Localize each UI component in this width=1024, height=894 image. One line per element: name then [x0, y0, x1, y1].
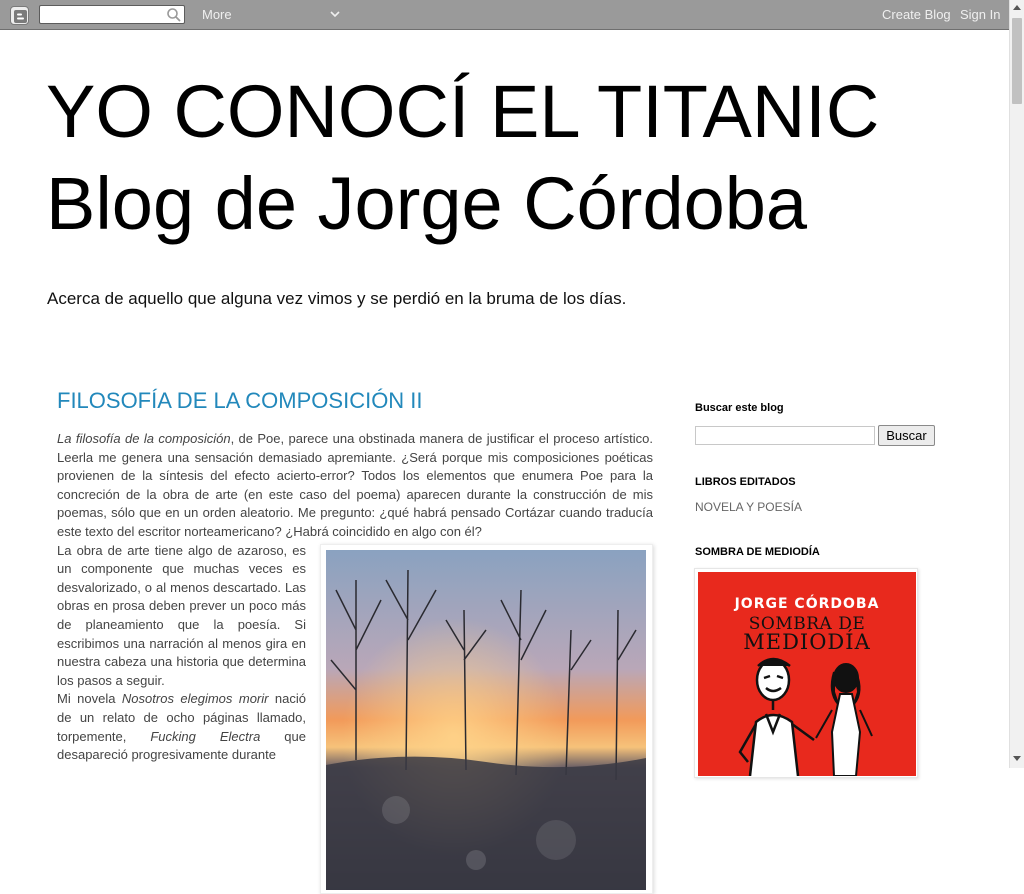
blog-title[interactable]: [46, 66, 986, 250]
scrollbar-thumb[interactable]: [1012, 18, 1022, 104]
blogger-icon[interactable]: [10, 6, 29, 25]
blog-title-line-2[interactable]: Blog de Jorge Córdoba: [46, 162, 808, 245]
blog-title-line-1[interactable]: YO CONOCÍ EL TITANIC: [46, 70, 880, 153]
search-widget-title: Buscar este blog: [695, 402, 784, 414]
create-blog-link[interactable]: Create Blog: [882, 7, 951, 22]
post-text: Mi novela: [57, 691, 122, 707]
post-photo-frame[interactable]: [320, 544, 653, 894]
post-text: , de Poe, parece una obstinada manera de justificar el proceso artístico. Leerla me genera una sensación demasiado apremiante. ¿Será porque mis composiciones poéticas provienen de la síntesis del efecto acierto-error? Todos los elementos que enumera Poe para la concreción de la obra de arte (en este caso del poema) aparecen durante la construcción de mis poemas, sólo que en un orden aleatorio. Me pregunto: ¿qué habrá pensado Cortázar cuando traducía este texto del escritor norteamericano? ¿Habrá coincidido en algo con él?: [57, 431, 653, 539]
scroll-up-arrow-icon[interactable]: [1013, 5, 1021, 10]
cover-title-line-2: MEDIODÍA: [743, 630, 871, 654]
blog-description: Acerca de aquello que alguna vez vimos y se perdió en la bruma de los días.: [47, 289, 627, 308]
book-cover-frame[interactable]: [694, 568, 918, 778]
search-icon[interactable]: [166, 7, 182, 23]
cover-title-line-1: SOMBRA DE: [748, 614, 866, 634]
sunset-photo[interactable]: [326, 550, 646, 890]
navbar-search-input[interactable]: [39, 5, 185, 24]
post-text: que desapareció progresivamente durante: [57, 728, 306, 763]
cover-illustration: [728, 652, 888, 776]
scroll-down-arrow-icon[interactable]: [1013, 756, 1021, 761]
book-cover[interactable]: [698, 572, 916, 776]
post-title[interactable]: FILOSOFÍA DE LA COMPOSICIÓN II: [57, 388, 423, 413]
post-italic-text: La filosofía de la composición: [57, 431, 231, 446]
post-text: nació de un relato de ocho páginas llamado, torpemente,: [57, 691, 306, 744]
post-paragraph: [57, 430, 653, 542]
search-button[interactable]: Buscar: [878, 425, 935, 446]
post-body: [57, 430, 653, 894]
libros-editados-title: LIBROS EDITADOS: [695, 476, 796, 488]
chevron-down-icon[interactable]: [329, 8, 341, 20]
sombra-de-mediodia-title: SOMBRA DE MEDIODÍA: [695, 546, 820, 558]
sign-in-link[interactable]: Sign In: [960, 7, 1001, 22]
post-italic-text: Nosotros elegimos morir: [121, 691, 269, 707]
cover-author: JORGE CÓRDOBA: [734, 596, 880, 612]
more-menu[interactable]: More: [202, 7, 232, 22]
novela-y-poesia-link[interactable]: NOVELA Y POESÍA: [695, 500, 802, 514]
page-scrollbar[interactable]: [1009, 0, 1024, 768]
blogger-navbar: [0, 0, 1009, 30]
post-italic-text: Fucking Electra: [150, 728, 261, 744]
blog-search-input[interactable]: [695, 426, 875, 445]
post-paragraph: La obra de arte tiene algo de azaroso, es un componente que muchas veces es desvalorizado, o al menos descartado. Las obras en prosa deben prever un poco más de planeamiento que la poesía. Si escribimos una narración al menos gira en nuestra cabeza una historia que determina los pasos a seguir.: [57, 542, 306, 688]
